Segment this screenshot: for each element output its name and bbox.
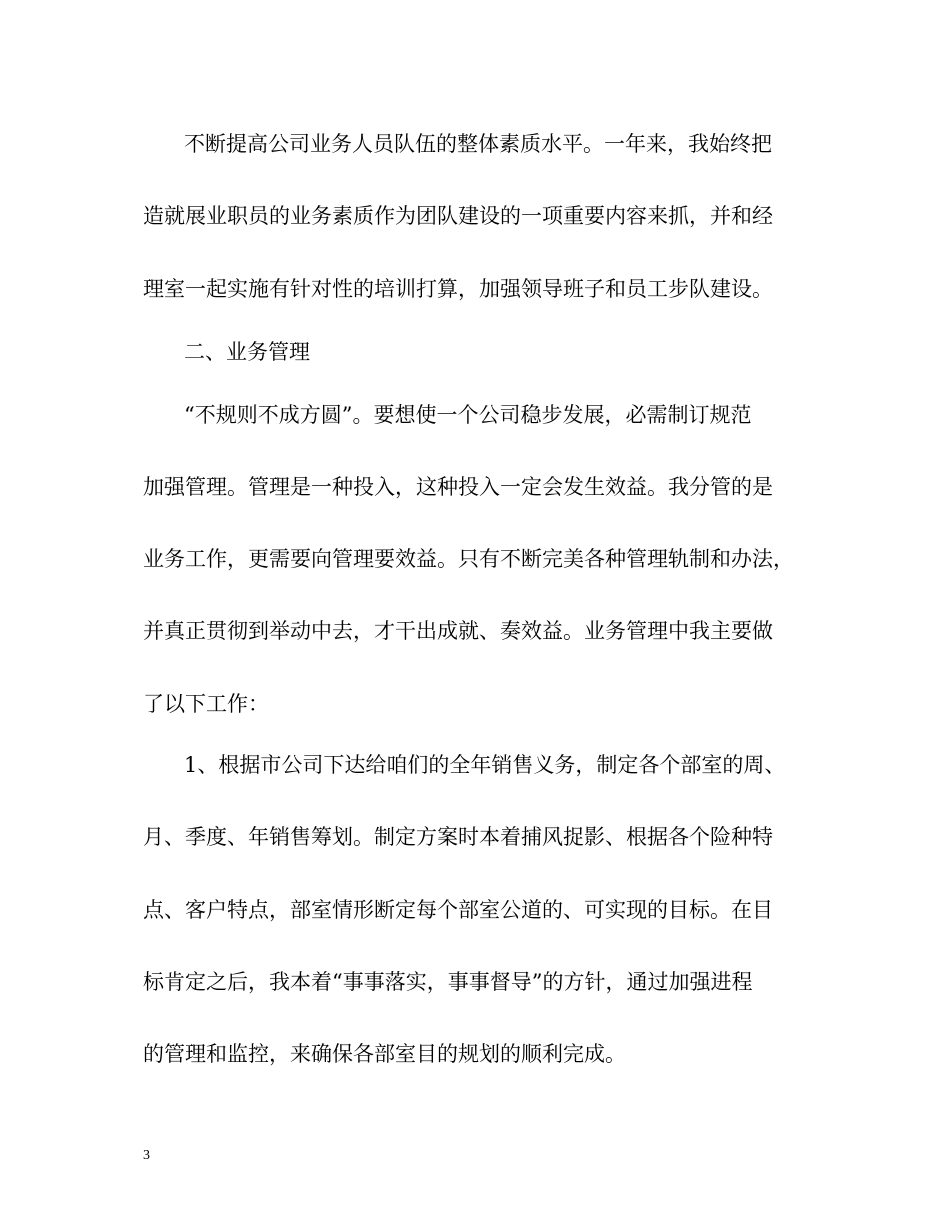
section-heading: 二、业务管理: [184, 340, 310, 364]
text-line-6: 加强管理。管理是一种投入，这种投入一定会发生效益。我分管的是: [143, 475, 773, 499]
text-line-9: 了以下工作：: [143, 692, 269, 716]
text-line-14: 的管理和监控，来确保各部室目的规划的顺利完成。: [143, 1042, 626, 1066]
text-line-13: 标肯定之后，我本着“事事落实，事事督导”的方针，通过加强进程: [143, 970, 753, 994]
text-line-1: 不断提高公司业务人员队伍的整体素质水平。一年来，我始终把: [184, 132, 772, 156]
text-line-7: 业务工作，更需要向管理要效益。只有不断完美各种管理轨制和办法，: [143, 547, 794, 571]
text-line-10: 1、根据市公司下达给咱们的全年销售义务，制定各个部室的周、: [184, 753, 786, 777]
text-line-12: 点、客户特点，部室情形断定每个部室公道的、可实现的目标。在目: [143, 898, 773, 922]
page-number: 3: [143, 1148, 150, 1163]
text-line-2: 造就展业职员的业务素质作为团队建设的一项重要内容来抓，并和经: [143, 204, 773, 228]
text-line-11: 月、季度、年销售筹划。制定方案时本着捕风捉影、根据各个险种特: [143, 825, 773, 849]
text-line-5: “不规则不成方圆”。要想使一个公司稳步发展，必需制订规范: [184, 403, 752, 427]
text-line-8: 并真正贯彻到举动中去，才干出成就、奏效益。业务管理中我主要做: [143, 619, 773, 643]
text-line-3: 理室一起实施有针对性的培训打算，加强领导班子和员工步队建设。: [143, 277, 773, 301]
